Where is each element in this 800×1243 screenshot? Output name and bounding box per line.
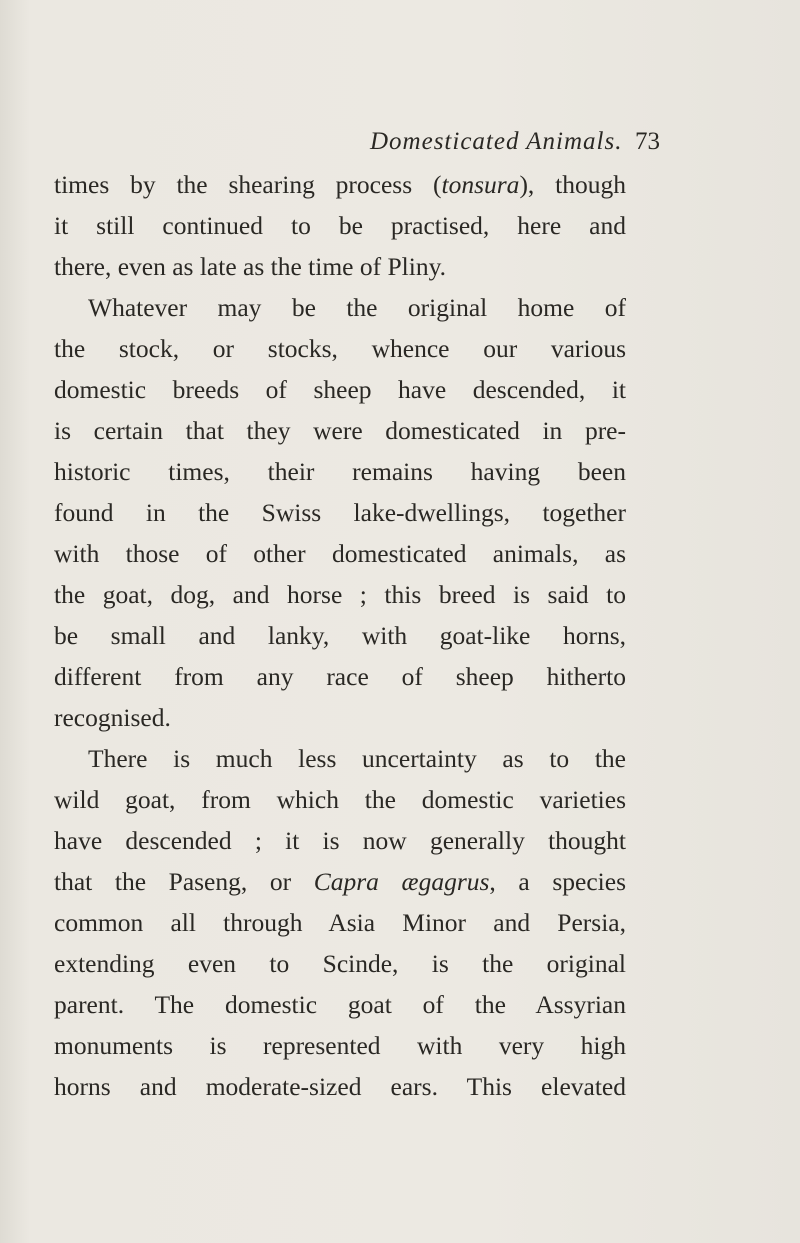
body-text <box>54 164 626 1107</box>
running-title: Domesticated Animals. <box>370 128 623 155</box>
text-line: There is much less uncertainty as to the <box>88 744 626 773</box>
page-header <box>330 128 660 162</box>
text-line: common all through Asia Minor and Persia, <box>54 908 626 937</box>
text-segment: that the Paseng, or <box>54 867 314 896</box>
text-line: there, even as late as the time of Pliny. <box>54 252 447 281</box>
text-segment: , a species <box>489 867 626 896</box>
text-segment: times by the shearing process ( <box>54 170 442 199</box>
text-line: the goat, dog, and horse ; this breed is said to <box>54 580 626 609</box>
text-line: the stock, or stocks, whence our various <box>54 334 626 363</box>
text-line: domestic breeds of sheep have descended, it <box>54 375 626 404</box>
text-line: it still continued to be practised, here and <box>54 211 626 240</box>
text-line: found in the Swiss lake-dwellings, together <box>54 498 626 527</box>
text-segment: ), though <box>519 170 626 199</box>
page-number: 73 <box>635 128 660 155</box>
text-line: be small and lanky, with goat-like horns, <box>54 621 626 650</box>
text-line: have descended ; it is now generally thought <box>54 826 626 855</box>
text-line: horns and moderate-sized ears. This elevated <box>54 1072 626 1101</box>
italic-term: tonsura <box>441 170 520 199</box>
text-line: wild goat, from which the domestic varieties <box>54 785 626 814</box>
text-line: historic times, their remains having been <box>54 457 626 486</box>
text-line: extending even to Scinde, is the original <box>54 949 626 978</box>
italic-term: Capra ægagrus <box>313 867 490 896</box>
text-line: different from any race of sheep hitherto <box>54 662 626 691</box>
text-line: Whatever may be the original home of <box>88 293 626 322</box>
text-line: is certain that they were domesticated in pre- <box>54 416 626 445</box>
text-line: monuments is represented with very high <box>54 1031 626 1060</box>
text-line: recognised. <box>54 703 171 732</box>
text-line: with those of other domesticated animals, as <box>54 539 626 568</box>
text-line: parent. The domestic goat of the Assyrian <box>54 990 626 1019</box>
text-line <box>54 164 626 205</box>
text-line <box>54 861 626 902</box>
